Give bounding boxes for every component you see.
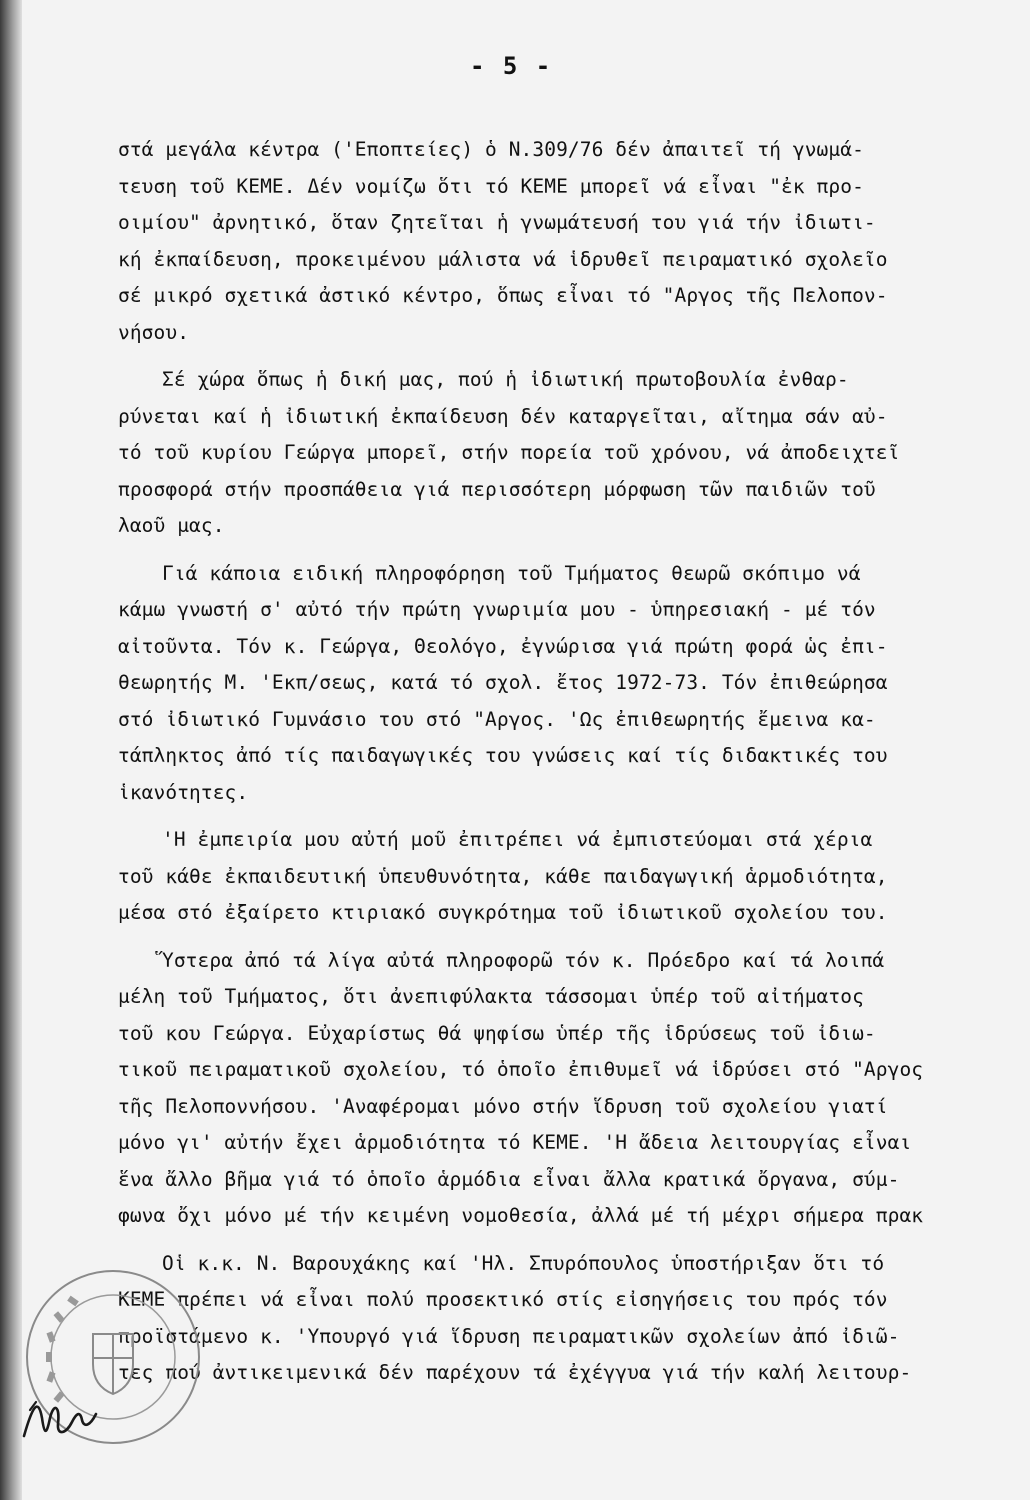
paragraph-1 (118, 132, 998, 351)
text-line: σέ μικρό σχετικά ἀστικό κέντρο, ὅπως εἶναι τό "Αργος τῆς Πελοπον- (118, 284, 888, 307)
paragraph-2 (118, 362, 998, 545)
text-line: ρύνεται καί ἡ ἰδιωτική ἐκπαίδευση δέν καταργεῖται, αἴτημα σάν αὐ- (118, 404, 888, 428)
text-line: Ὕστερα ἀπό τά λίγα αὐτά πληροφορῶ τόν κ. Πρόεδρο καί τά λοιπά (162, 948, 885, 972)
body-text (118, 132, 998, 1392)
text-line: προϊστάμενο κ. 'Υπουργό γιά ἵδρυση πειραματικῶν σχολείων ἀπό ἰδιῶ- (118, 1324, 900, 1348)
paragraph-4 (118, 822, 998, 932)
text-line: οιμίου" ἀρνητικό, ὅταν ζητεῖται ἡ γνωμάτευσή του γιά τήν ἰδιωτι- (118, 211, 876, 234)
page-number: - 5 - (470, 52, 553, 80)
handwritten-initials-signature (16, 1388, 106, 1448)
text-line: νήσου. (118, 320, 190, 344)
crest-icon (93, 1334, 133, 1394)
text-line: τῆς Πελοποννήσου. 'Αναφέρομαι μόνο στήν ἵδρυση τοῦ σχολείου γιατί (118, 1094, 888, 1118)
paragraph-5 (118, 943, 998, 1235)
text-line: λαοῦ μας. (118, 514, 225, 537)
text-line: μόνο γι' αὐτήν ἔχει ἁρμοδιότητα τό ΚΕΜΕ. 'Η ἄδεια λειτουργίας εἶναι (118, 1131, 912, 1154)
text-line: τευση τοῦ ΚΕΜΕ. Δέν νομίζω ὅτι τό ΚΕΜΕ μπορεῖ νά εἶναι "ἐκ προ- (118, 174, 864, 198)
text-line: ἕνα ἄλλο βῆμα γιά τό ὁποῖο ἁρμόδια εἶναι ἄλλα κρατικά ὄργανα, σύμ- (118, 1167, 900, 1191)
text-line: φωνα ὄχι μόνο μέ τήν κειμένη νομοθεσία, ἀλλά μέ τή μέχρι σήμερα πρακ (118, 1204, 924, 1227)
paragraph-6 (118, 1246, 998, 1392)
text-line: τικοῦ πειραματικοῦ σχολείου, τό ὁποῖο ἐπιθυμεῖ νά ἱδρύσει στό "Αργος (118, 1058, 924, 1081)
text-line: ἱκανότητες. (118, 780, 249, 804)
text-line: ΚΕΜΕ πρέπει νά εἶναι πολύ προσεκτικό στίς εἰσηγήσεις του πρός τόν (118, 1288, 888, 1311)
text-line: Σέ χώρα ὅπως ἡ δική μας, πού ἡ ἰδιωτική πρωτοβουλία ἐνθαρ- (162, 368, 849, 391)
text-line: τοῦ κου Γεώργα. Εὐχαρίστως θά ψηφίσω ὑπέρ τῆς ἱδρύσεως τοῦ ἰδιω- (118, 1021, 876, 1045)
paragraph-3 (118, 556, 998, 812)
text-line: 'Η ἐμπειρία μου αὐτή μοῦ ἐπιτρέπει νά ἐμπιστεύομαι στά χέρια (162, 828, 873, 851)
text-line: κή ἐκπαίδευση, προκειμένου μάλιστα νά ἱδρυθεῖ πειραματικό σχολεῖο (118, 247, 888, 271)
text-line: μέσα στό ἐξαίρετο κτιριακό συγκρότημα τοῦ ἰδιωτικοῦ σχολείου του. (118, 901, 888, 924)
text-line: αἰτοῦντα. Τόν κ. Γεώργα, Θεολόγο, ἐγνώρισα γιά πρώτη φορά ὡς ἐπι- (118, 634, 888, 658)
text-line: τάπληκτος ἀπό τίς παιδαγωγικές του γνώσεις καί τίς διδακτικές του (118, 744, 888, 767)
text-line: προσφορά στήν προσπάθεια γιά περισσότερη μόρφωση τῶν παιδιῶν τοῦ (118, 477, 876, 501)
text-line: στά μεγάλα κέντρα ('Εποπτείες) ὁ Ν.309/76 δέν ἀπαιτεῖ τή γνωμά- (118, 138, 864, 161)
text-line: τοῦ κάθε ἐκπαιδευτική ὑπευθυνότητα, κάθε παιδαγωγική ἁρμοδιότητα, (118, 864, 888, 888)
text-line: τό τοῦ κυρίου Γεώργα μπορεῖ, στήν πορεία τοῦ χρόνου, νά ἀποδειχτεῖ (118, 441, 900, 464)
text-line: στό ἰδιωτικό Γυμνάσιο του στό "Αργος. 'Ως ἐπιθεωρητής ἔμεινα κα- (118, 707, 876, 731)
text-line: Οἱ κ.κ. Ν. Βαρουχάκης καί 'Ηλ. Σπυρόπουλος ὑποστήριξαν ὅτι τό (162, 1251, 885, 1275)
text-line: Γιά κάποια ειδική πληροφόρηση τοῦ Τμήματος θεωρῶ σκόπιμο νά (162, 561, 861, 585)
text-line: μέλη τοῦ Τμήματος, ὅτι ἀνεπιφύλακτα τάσσομαι ὑπέρ τοῦ αἰτήματος (118, 985, 864, 1008)
text-line: κάμω γνωστή σ' αὐτό τήν πρώτη γνωριμία μου - ὑπηρεσιακή - μέ τόν (118, 598, 876, 621)
text-line: θεωρητής Μ. 'Εκπ/σεως, κατά τό σχολ. ἔτος 1972-73. Τόν ἐπιθεώρησα (118, 671, 888, 694)
text-line: τες πού ἀντικειμενικά δέν παρέχουν τά ἐχέγγυα γιά τήν καλή λειτουρ- (118, 1361, 912, 1384)
